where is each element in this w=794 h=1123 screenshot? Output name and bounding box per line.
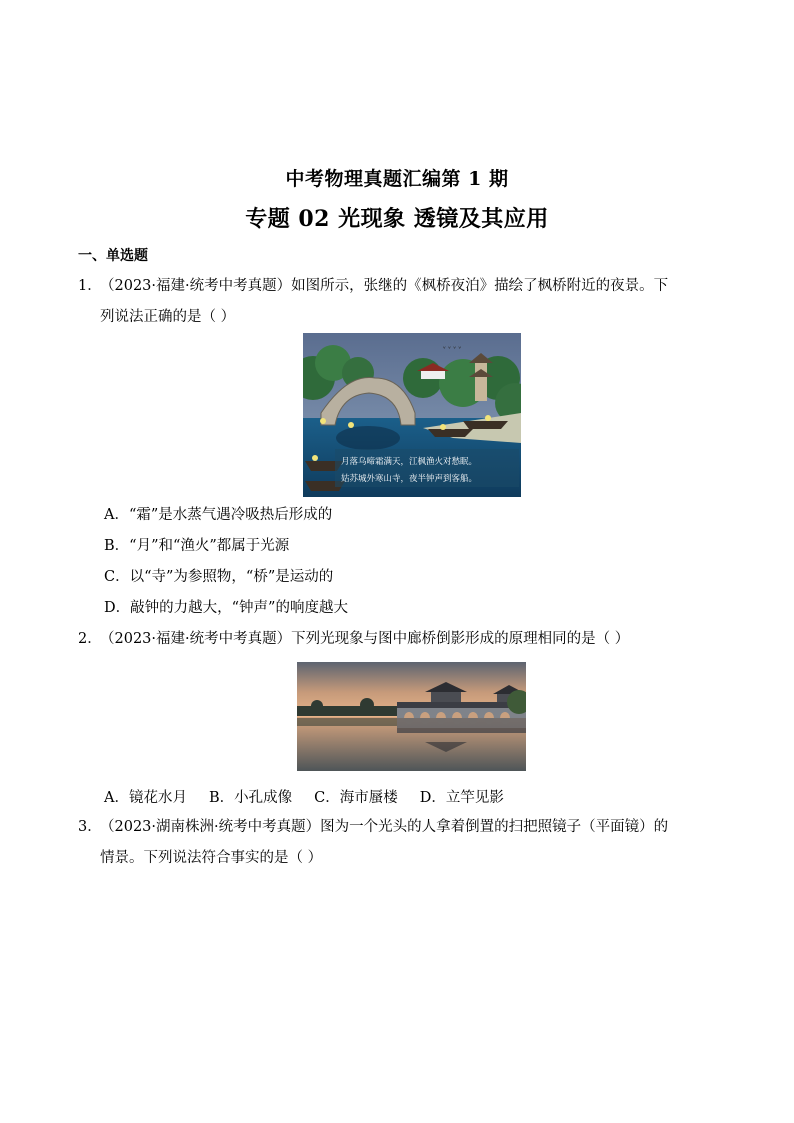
poem-line-1: 月落乌啼霜满天，江枫渔火对愁眠。 (341, 457, 478, 467)
question-2 (78, 624, 718, 655)
poem-line-2: 姑苏城外寒山寺，夜半钟声到客船。 (341, 474, 478, 484)
question-text-line2: 情景。下列说法符合事实的是（ ） (100, 850, 323, 866)
question-number: 2． (78, 631, 102, 647)
q2-option-d: D．立竿见影 (419, 790, 504, 806)
svg-text:ᵛ ᵛ ᵛ ᵛ: ᵛ ᵛ ᵛ ᵛ (443, 345, 462, 353)
maple-bridge-night-figure (303, 333, 521, 497)
question-3 (78, 812, 718, 874)
question-text-line1: （2023·湖南株洲·统考中考真题）图为一个光头的人拿着倒置的扫把照镜子（平面镜）的 (100, 819, 669, 835)
q1-option-d: D．敲钟的力越大，“钟声”的响度越大 (104, 600, 348, 616)
q2-option-c: C．海市蜃楼 (314, 790, 398, 806)
question-text-line2: 列说法正确的是（ ） (100, 309, 236, 325)
question-number: 3． (78, 819, 102, 835)
q2-option-a: A．镜花水月 (104, 790, 187, 806)
question-text-line1: （2023·福建·统考中考真题）下列光现象与图中廊桥倒影形成的原理相同的是（ ） (100, 631, 630, 647)
q1-option-a: A．“霜”是水蒸气遇冷吸热后形成的 (104, 507, 333, 523)
question-text-line1: （2023·福建·统考中考真题）如图所示，张继的《枫桥夜泊》描绘了枫桥附近的夜景。下 (100, 278, 669, 294)
q2-option-b: B．小孔成像 (208, 790, 293, 806)
page-subtitle: 专题 02 光现象 透镜及其应用 (245, 206, 549, 232)
covered-bridge-reflection-figure (297, 662, 526, 771)
q2-options (104, 786, 504, 807)
question-1 (78, 271, 718, 333)
question-number: 1． (78, 278, 102, 294)
page-title: 中考物理真题汇编第 1 期 (285, 168, 509, 190)
section-heading: 一、单选题 (78, 248, 148, 264)
q1-option-c: C．以“寺”为参照物，“桥”是运动的 (104, 569, 334, 585)
q1-option-b: B．“月”和“渔火”都属于光源 (104, 538, 290, 554)
